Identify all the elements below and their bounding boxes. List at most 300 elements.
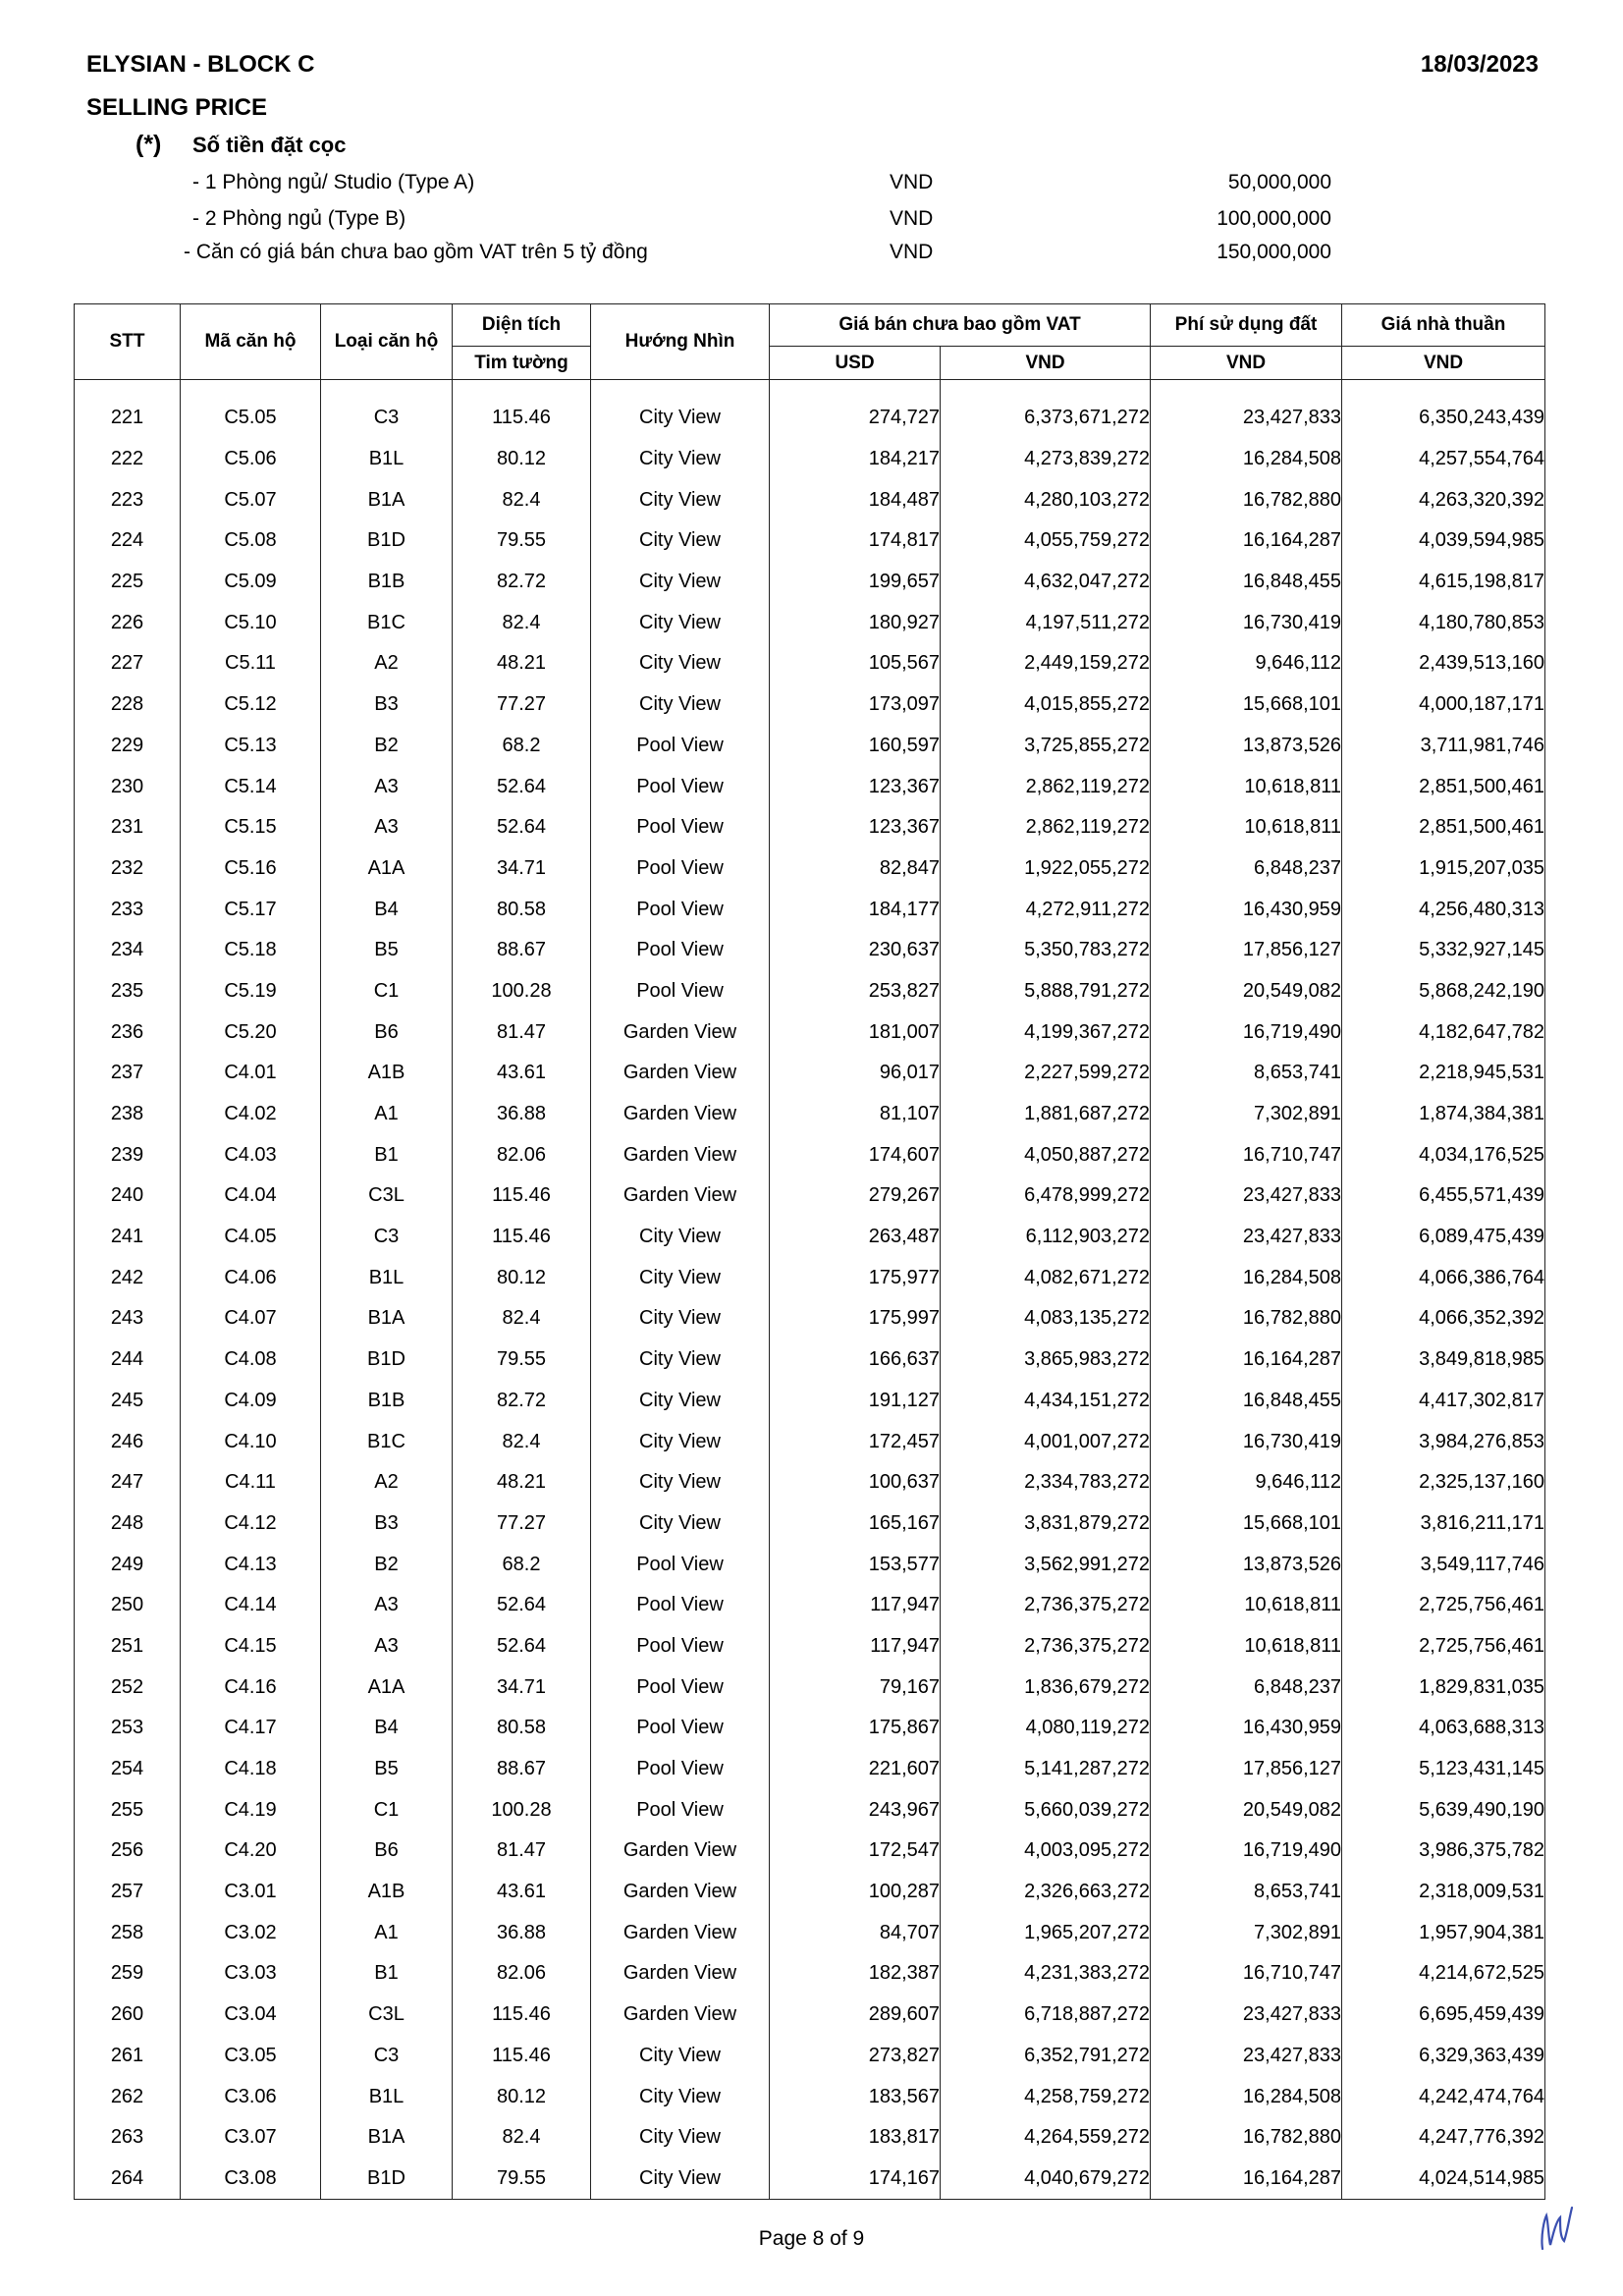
cell-land-fee: 16,284,508 [1151, 2076, 1342, 2117]
table-row [75, 1134, 1545, 1175]
cell-land-fee: 16,284,508 [1151, 1257, 1342, 1298]
cell-area: 43.61 [453, 1053, 591, 1094]
header-net-price-unit: VND [1342, 347, 1545, 380]
cell-land-fee: 23,427,833 [1151, 398, 1342, 439]
header-land-fee: Phí sử dụng đất [1151, 304, 1342, 347]
cell-area: 36.88 [453, 1912, 591, 1953]
cell-area: 82.06 [453, 1953, 591, 1995]
header-net-price: Giá nhà thuần [1342, 304, 1545, 347]
cell-usd: 199,657 [770, 562, 941, 603]
cell-view: City View [591, 2076, 770, 2117]
cell-unit-code: C3.01 [181, 1872, 321, 1913]
cell-usd: 182,387 [770, 1953, 941, 1995]
cell-view: Garden View [591, 1995, 770, 2036]
cell-stt: 254 [75, 1749, 181, 1790]
cell-unit-type: B1A [321, 1298, 453, 1339]
cell-usd: 172,457 [770, 1421, 941, 1462]
cell-net-price: 1,957,904,381 [1342, 1912, 1545, 1953]
cell-unit-code: C5.18 [181, 930, 321, 971]
cell-vnd: 2,227,599,272 [941, 1053, 1151, 1094]
cell-vnd: 4,272,911,272 [941, 889, 1151, 930]
cell-usd: 183,567 [770, 2076, 941, 2117]
cell-vnd: 4,231,383,272 [941, 1953, 1151, 1995]
cell-view: City View [591, 1217, 770, 1258]
cell-area: 115.46 [453, 398, 591, 439]
cell-view: Pool View [591, 1585, 770, 1626]
cell-view: Garden View [591, 1831, 770, 1872]
table-row [75, 848, 1545, 890]
cell-stt: 243 [75, 1298, 181, 1339]
cell-net-price: 5,868,242,190 [1342, 971, 1545, 1012]
cell-stt: 257 [75, 1872, 181, 1913]
cell-view: City View [591, 684, 770, 726]
cell-area: 100.28 [453, 971, 591, 1012]
cell-usd: 172,547 [770, 1831, 941, 1872]
cell-view: Pool View [591, 807, 770, 848]
cell-unit-type: A3 [321, 766, 453, 807]
table-row [75, 889, 1545, 930]
cell-net-price: 6,350,243,439 [1342, 398, 1545, 439]
cell-unit-code: C5.20 [181, 1011, 321, 1053]
cell-vnd: 5,141,287,272 [941, 1749, 1151, 1790]
cell-vnd: 4,197,511,272 [941, 602, 1151, 643]
cell-unit-code: C4.19 [181, 1789, 321, 1831]
table-row [75, 1421, 1545, 1462]
cell-vnd: 6,373,671,272 [941, 398, 1151, 439]
cell-unit-type: B1B [321, 1381, 453, 1422]
cell-area: 36.88 [453, 1094, 591, 1135]
cell-area: 82.4 [453, 602, 591, 643]
cell-net-price: 4,063,688,313 [1342, 1708, 1545, 1749]
cell-land-fee: 13,873,526 [1151, 1544, 1342, 1585]
cell-stt: 244 [75, 1339, 181, 1381]
header-unit-type: Loại căn hộ [321, 304, 453, 380]
cell-net-price: 2,851,500,461 [1342, 807, 1545, 848]
cell-usd: 183,817 [770, 2117, 941, 2159]
cell-usd: 166,637 [770, 1339, 941, 1381]
cell-net-price: 4,180,780,853 [1342, 602, 1545, 643]
table-row [75, 1953, 1545, 1995]
cell-unit-type: B1 [321, 1134, 453, 1175]
cell-unit-code: C4.18 [181, 1749, 321, 1790]
header-land-fee-unit: VND [1151, 347, 1342, 380]
cell-usd: 81,107 [770, 1094, 941, 1135]
cell-land-fee: 16,710,747 [1151, 1953, 1342, 1995]
cell-land-fee: 16,164,287 [1151, 520, 1342, 562]
cell-net-price: 5,639,490,190 [1342, 1789, 1545, 1831]
cell-area: 52.64 [453, 807, 591, 848]
cell-land-fee: 13,873,526 [1151, 726, 1342, 767]
cell-vnd: 2,736,375,272 [941, 1626, 1151, 1667]
table-row [75, 1912, 1545, 1953]
cell-stt: 252 [75, 1667, 181, 1708]
cell-stt: 262 [75, 2076, 181, 2117]
cell-net-price: 5,123,431,145 [1342, 1749, 1545, 1790]
deposit-amount: 100,000,000 [1217, 207, 1331, 230]
cell-vnd: 4,082,671,272 [941, 1257, 1151, 1298]
cell-stt: 233 [75, 889, 181, 930]
table-row [75, 1872, 1545, 1913]
cell-stt: 246 [75, 1421, 181, 1462]
cell-unit-code: C4.12 [181, 1503, 321, 1545]
cell-area: 80.58 [453, 889, 591, 930]
cell-vnd: 2,334,783,272 [941, 1462, 1151, 1503]
cell-usd: 253,827 [770, 971, 941, 1012]
cell-land-fee: 10,618,811 [1151, 1585, 1342, 1626]
cell-unit-type: A3 [321, 1585, 453, 1626]
cell-vnd: 5,660,039,272 [941, 1789, 1151, 1831]
cell-net-price: 4,256,480,313 [1342, 889, 1545, 930]
cell-stt: 258 [75, 1912, 181, 1953]
cell-view: City View [591, 2036, 770, 2077]
cell-unit-type: B2 [321, 726, 453, 767]
cell-land-fee: 16,782,880 [1151, 1298, 1342, 1339]
cell-stt: 256 [75, 1831, 181, 1872]
cell-unit-type: B1D [321, 520, 453, 562]
cell-vnd: 4,055,759,272 [941, 520, 1151, 562]
cell-vnd: 3,725,855,272 [941, 726, 1151, 767]
table-row [75, 726, 1545, 767]
table-row [75, 1257, 1545, 1298]
cell-vnd: 2,449,159,272 [941, 643, 1151, 684]
table-row [75, 930, 1545, 971]
table-row [75, 1298, 1545, 1339]
cell-stt: 234 [75, 930, 181, 971]
cell-vnd: 4,003,095,272 [941, 1831, 1151, 1872]
cell-stt: 230 [75, 766, 181, 807]
cell-net-price: 1,829,831,035 [1342, 1667, 1545, 1708]
cell-land-fee: 16,782,880 [1151, 2117, 1342, 2159]
cell-usd: 82,847 [770, 848, 941, 890]
cell-usd: 181,007 [770, 1011, 941, 1053]
cell-area: 81.47 [453, 1831, 591, 1872]
table-row [75, 2159, 1545, 2200]
cell-view: Garden View [591, 1953, 770, 1995]
deposit-label: - Căn có giá bán chưa bao gồm VAT trên 5 tỷ đồng [184, 241, 648, 263]
cell-unit-type: C3 [321, 398, 453, 439]
deposit-label: - 1 Phòng ngủ/ Studio (Type A) [192, 171, 475, 193]
cell-area: 80.12 [453, 2076, 591, 2117]
cell-net-price: 2,325,137,160 [1342, 1462, 1545, 1503]
cell-stt: 221 [75, 398, 181, 439]
price-table [74, 303, 1545, 2200]
cell-unit-type: A1 [321, 1912, 453, 1953]
header-unit-code: Mã căn hộ [181, 304, 321, 380]
cell-vnd: 5,350,783,272 [941, 930, 1151, 971]
cell-net-price: 3,549,117,746 [1342, 1544, 1545, 1585]
cell-vnd: 4,264,559,272 [941, 2117, 1151, 2159]
cell-net-price: 6,329,363,439 [1342, 2036, 1545, 2077]
cell-usd: 117,947 [770, 1585, 941, 1626]
cell-net-price: 6,089,475,439 [1342, 1217, 1545, 1258]
cell-net-price: 3,986,375,782 [1342, 1831, 1545, 1872]
cell-unit-type: B1A [321, 2117, 453, 2159]
cell-stt: 248 [75, 1503, 181, 1545]
cell-view: City View [591, 562, 770, 603]
cell-land-fee: 16,710,747 [1151, 1134, 1342, 1175]
cell-stt: 240 [75, 1175, 181, 1217]
deposit-marker: (*) [135, 131, 162, 158]
cell-usd: 174,817 [770, 520, 941, 562]
cell-area: 82.06 [453, 1134, 591, 1175]
cell-unit-code: C5.08 [181, 520, 321, 562]
cell-area: 88.67 [453, 930, 591, 971]
cell-area: 82.72 [453, 562, 591, 603]
cell-stt: 255 [75, 1789, 181, 1831]
cell-unit-code: C3.06 [181, 2076, 321, 2117]
table-row [75, 479, 1545, 520]
cell-view: City View [591, 602, 770, 643]
cell-land-fee: 16,730,419 [1151, 1421, 1342, 1462]
cell-unit-type: B1L [321, 1257, 453, 1298]
cell-unit-code: C3.07 [181, 2117, 321, 2159]
page-number: Page 8 of 9 [758, 2227, 865, 2250]
cell-view: City View [591, 2117, 770, 2159]
cell-unit-type: A1A [321, 1667, 453, 1708]
cell-area: 80.12 [453, 1257, 591, 1298]
cell-area: 115.46 [453, 2036, 591, 2077]
header-view: Hướng Nhìn [591, 304, 770, 380]
cell-usd: 184,177 [770, 889, 941, 930]
cell-net-price: 4,214,672,525 [1342, 1953, 1545, 1995]
cell-stt: 229 [75, 726, 181, 767]
cell-view: Garden View [591, 1872, 770, 1913]
cell-usd: 175,997 [770, 1298, 941, 1339]
cell-stt: 242 [75, 1257, 181, 1298]
cell-vnd: 4,080,119,272 [941, 1708, 1151, 1749]
cell-area: 77.27 [453, 684, 591, 726]
cell-view: City View [591, 1257, 770, 1298]
cell-unit-code: C5.14 [181, 766, 321, 807]
cell-unit-code: C4.20 [181, 1831, 321, 1872]
cell-land-fee: 10,618,811 [1151, 807, 1342, 848]
cell-unit-type: C3L [321, 1175, 453, 1217]
table-row [75, 1381, 1545, 1422]
cell-unit-type: A2 [321, 1462, 453, 1503]
cell-view: Pool View [591, 1626, 770, 1667]
cell-usd: 175,977 [770, 1257, 941, 1298]
table-row [75, 2117, 1545, 2159]
cell-vnd: 4,434,151,272 [941, 1381, 1151, 1422]
cell-vnd: 6,112,903,272 [941, 1217, 1151, 1258]
cell-view: Pool View [591, 766, 770, 807]
cell-area: 68.2 [453, 1544, 591, 1585]
cell-area: 81.47 [453, 1011, 591, 1053]
table-row [75, 520, 1545, 562]
cell-usd: 79,167 [770, 1667, 941, 1708]
cell-area: 115.46 [453, 1995, 591, 2036]
cell-vnd: 4,199,367,272 [941, 1011, 1151, 1053]
cell-area: 82.4 [453, 1421, 591, 1462]
cell-unit-type: A1 [321, 1094, 453, 1135]
cell-unit-type: B1L [321, 2076, 453, 2117]
cell-usd: 153,577 [770, 1544, 941, 1585]
cell-land-fee: 8,653,741 [1151, 1053, 1342, 1094]
cell-view: Garden View [591, 1094, 770, 1135]
cell-stt: 225 [75, 562, 181, 603]
cell-usd: 84,707 [770, 1912, 941, 1953]
table-row [75, 1462, 1545, 1503]
cell-land-fee: 10,618,811 [1151, 1626, 1342, 1667]
spacer-row [75, 380, 1545, 399]
cell-view: Garden View [591, 1175, 770, 1217]
cell-land-fee: 16,430,959 [1151, 889, 1342, 930]
cell-unit-type: B1 [321, 1953, 453, 1995]
cell-usd: 175,867 [770, 1708, 941, 1749]
cell-unit-type: A1A [321, 848, 453, 890]
cell-view: Pool View [591, 848, 770, 890]
cell-land-fee: 23,427,833 [1151, 1175, 1342, 1217]
cell-unit-code: C4.08 [181, 1339, 321, 1381]
deposit-currency: VND [890, 207, 934, 230]
cell-vnd: 4,001,007,272 [941, 1421, 1151, 1462]
cell-usd: 274,727 [770, 398, 941, 439]
cell-area: 79.55 [453, 520, 591, 562]
cell-net-price: 3,816,211,171 [1342, 1503, 1545, 1545]
cell-area: 82.4 [453, 1298, 591, 1339]
cell-net-price: 3,711,981,746 [1342, 726, 1545, 767]
cell-stt: 260 [75, 1995, 181, 2036]
cell-unit-code: C5.17 [181, 889, 321, 930]
cell-unit-code: C5.05 [181, 398, 321, 439]
cell-land-fee: 23,427,833 [1151, 1995, 1342, 2036]
cell-view: Pool View [591, 889, 770, 930]
cell-usd: 174,167 [770, 2159, 941, 2200]
cell-usd: 96,017 [770, 1053, 941, 1094]
cell-unit-type: A3 [321, 1626, 453, 1667]
signature-mark [1537, 2198, 1576, 2257]
cell-unit-code: C3.04 [181, 1995, 321, 2036]
cell-vnd: 3,865,983,272 [941, 1339, 1151, 1381]
cell-net-price: 4,034,176,525 [1342, 1134, 1545, 1175]
cell-unit-code: C4.07 [181, 1298, 321, 1339]
table-row [75, 1667, 1545, 1708]
cell-area: 80.12 [453, 439, 591, 480]
cell-unit-type: B1D [321, 1339, 453, 1381]
document-date: 18/03/2023 [1420, 51, 1539, 78]
cell-usd: 263,487 [770, 1217, 941, 1258]
cell-unit-type: B3 [321, 1503, 453, 1545]
table-row [75, 562, 1545, 603]
cell-unit-code: C4.06 [181, 1257, 321, 1298]
cell-unit-code: C3.05 [181, 2036, 321, 2077]
cell-land-fee: 7,302,891 [1151, 1912, 1342, 1953]
cell-stt: 247 [75, 1462, 181, 1503]
cell-stt: 238 [75, 1094, 181, 1135]
cell-land-fee: 15,668,101 [1151, 684, 1342, 726]
cell-unit-code: C4.09 [181, 1381, 321, 1422]
cell-unit-code: C5.13 [181, 726, 321, 767]
table-row [75, 1831, 1545, 1872]
cell-view: City View [591, 520, 770, 562]
cell-view: Pool View [591, 1708, 770, 1749]
cell-land-fee: 16,848,455 [1151, 1381, 1342, 1422]
cell-area: 82.72 [453, 1381, 591, 1422]
cell-unit-code: C5.19 [181, 971, 321, 1012]
cell-unit-code: C4.02 [181, 1094, 321, 1135]
cell-unit-type: B3 [321, 684, 453, 726]
cell-net-price: 1,874,384,381 [1342, 1094, 1545, 1135]
deposit-label: - 2 Phòng ngủ (Type B) [192, 207, 406, 230]
header-area-sub: Tim tường [453, 347, 591, 380]
cell-view: City View [591, 643, 770, 684]
deposit-currency: VND [890, 171, 934, 193]
cell-net-price: 3,984,276,853 [1342, 1421, 1545, 1462]
cell-land-fee: 17,856,127 [1151, 1749, 1342, 1790]
cell-stt: 259 [75, 1953, 181, 1995]
cell-land-fee: 16,730,419 [1151, 602, 1342, 643]
cell-stt: 251 [75, 1626, 181, 1667]
cell-usd: 279,267 [770, 1175, 941, 1217]
cell-view: City View [591, 439, 770, 480]
cell-usd: 123,367 [770, 766, 941, 807]
cell-unit-code: C3.08 [181, 2159, 321, 2200]
table-row [75, 807, 1545, 848]
cell-stt: 245 [75, 1381, 181, 1422]
cell-net-price: 4,039,594,985 [1342, 520, 1545, 562]
cell-net-price: 4,000,187,171 [1342, 684, 1545, 726]
cell-stt: 231 [75, 807, 181, 848]
deposit-item [184, 241, 1362, 274]
cell-usd: 273,827 [770, 2036, 941, 2077]
cell-area: 100.28 [453, 1789, 591, 1831]
cell-usd: 191,127 [770, 1381, 941, 1422]
cell-net-price: 4,242,474,764 [1342, 2076, 1545, 2117]
cell-vnd: 4,273,839,272 [941, 439, 1151, 480]
deposit-amount: 150,000,000 [1217, 241, 1331, 263]
cell-area: 115.46 [453, 1175, 591, 1217]
cell-net-price: 4,066,352,392 [1342, 1298, 1545, 1339]
cell-stt: 241 [75, 1217, 181, 1258]
cell-land-fee: 23,427,833 [1151, 2036, 1342, 2077]
cell-unit-code: C4.11 [181, 1462, 321, 1503]
cell-unit-type: B1C [321, 1421, 453, 1462]
header-vnd: VND [941, 347, 1151, 380]
cell-net-price: 4,263,320,392 [1342, 479, 1545, 520]
table-row [75, 643, 1545, 684]
cell-usd: 221,607 [770, 1749, 941, 1790]
table-row [75, 398, 1545, 439]
cell-usd: 230,637 [770, 930, 941, 971]
cell-unit-type: C3L [321, 1995, 453, 2036]
cell-vnd: 4,280,103,272 [941, 479, 1151, 520]
cell-view: Pool View [591, 1544, 770, 1585]
cell-land-fee: 16,782,880 [1151, 479, 1342, 520]
cell-usd: 289,607 [770, 1995, 941, 2036]
cell-unit-code: C3.03 [181, 1953, 321, 1995]
cell-unit-type: B1D [321, 2159, 453, 2200]
table-row [75, 1708, 1545, 1749]
cell-unit-code: C3.02 [181, 1912, 321, 1953]
table-row [75, 1175, 1545, 1217]
cell-net-price: 2,318,009,531 [1342, 1872, 1545, 1913]
cell-land-fee: 17,856,127 [1151, 930, 1342, 971]
cell-unit-type: C1 [321, 1789, 453, 1831]
deposit-amount: 50,000,000 [1227, 171, 1331, 193]
cell-area: 48.21 [453, 643, 591, 684]
cell-unit-type: B2 [321, 1544, 453, 1585]
cell-land-fee: 16,164,287 [1151, 1339, 1342, 1381]
cell-view: City View [591, 1421, 770, 1462]
cell-unit-code: C5.07 [181, 479, 321, 520]
cell-unit-code: C4.03 [181, 1134, 321, 1175]
cell-net-price: 6,695,459,439 [1342, 1995, 1545, 2036]
cell-vnd: 6,352,791,272 [941, 2036, 1151, 2077]
cell-vnd: 6,478,999,272 [941, 1175, 1151, 1217]
header-stt: STT [75, 304, 181, 380]
cell-net-price: 2,218,945,531 [1342, 1053, 1545, 1094]
cell-view: City View [591, 1339, 770, 1381]
